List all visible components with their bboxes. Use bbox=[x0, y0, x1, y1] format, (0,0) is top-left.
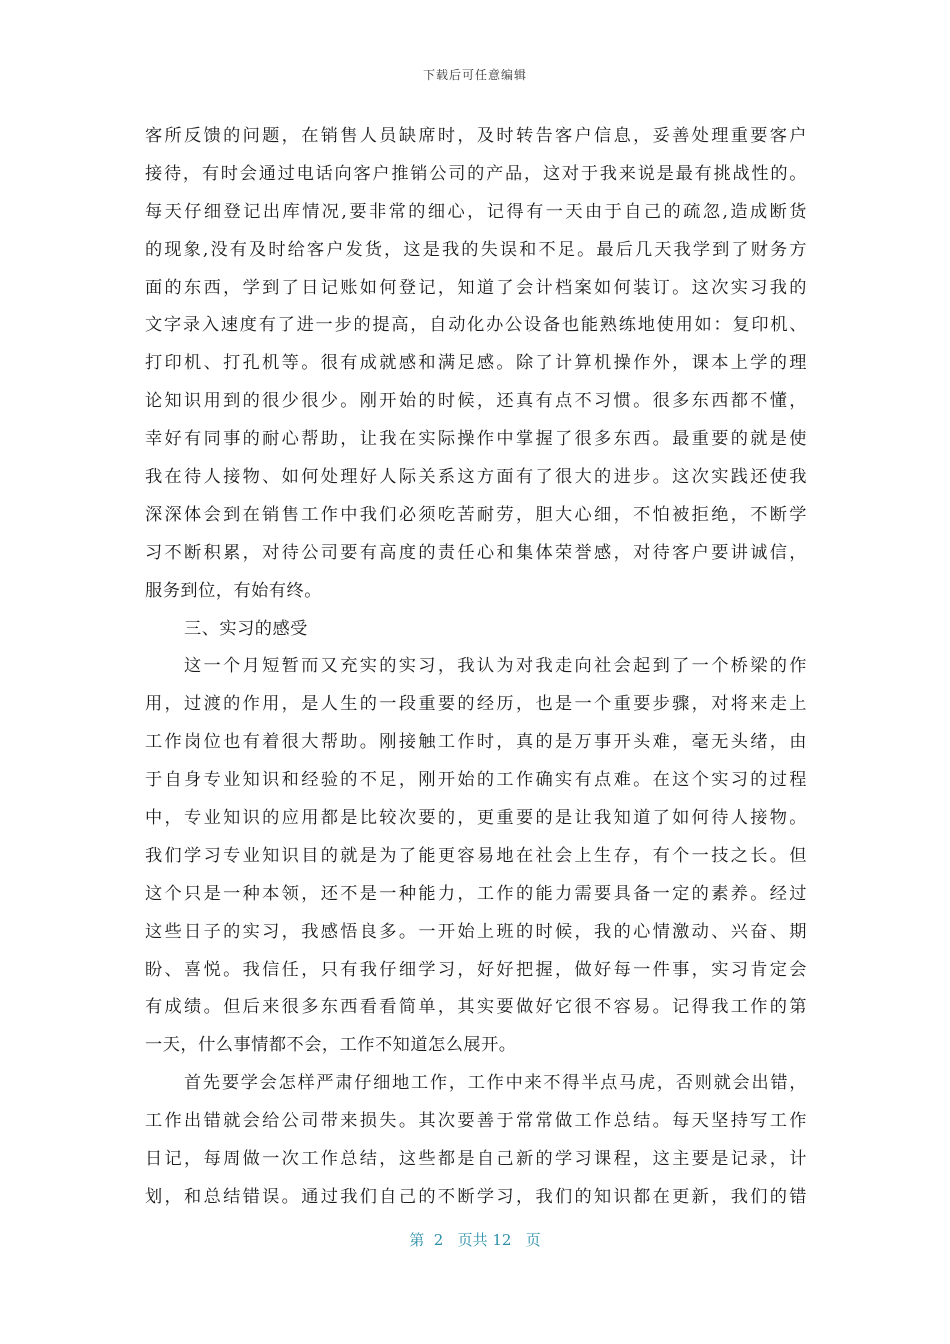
text-line: 中，专业知识的应用都是比较次要的，更重要的是让我知道了如何待人接物。 bbox=[145, 808, 807, 829]
text-line: 三、实习的感受 bbox=[184, 618, 308, 639]
text-line: 首先要学会怎样严肃仔细地工作，工作中来不得半点马虎，否则就会出错， bbox=[184, 1073, 807, 1094]
text-line: 用，过渡的作用，是人生的一段重要的经历，也是一个重要步骤，对将来走上 bbox=[145, 694, 807, 715]
text-line: 有成绩。但后来很多东西看看简单，其实要做好它很不容易。记得我工作的第 bbox=[145, 997, 807, 1018]
page-header: 下载后可任意编辑 bbox=[422, 68, 527, 82]
text-line: 一天，什么事情都不会，工作不知道怎么展开。 bbox=[145, 1035, 517, 1056]
document-body bbox=[145, 118, 807, 1217]
page-number-footer: 第 2 页共 12 页 bbox=[409, 1231, 541, 1249]
text-line: 日记，每周做一次工作总结，这些都是自己新的学习课程，这主要是记录，计 bbox=[145, 1149, 807, 1170]
text-line: 习不断积累，对待公司要有高度的责任心和集体荣誉感，对待客户要讲诚信， bbox=[145, 542, 807, 563]
text-line: 幸好有同事的耐心帮助，让我在实际操作中掌握了很多东西。最重要的就是使 bbox=[145, 429, 807, 450]
text-line: 这一个月短暂而又充实的实习，我认为对我走向社会起到了一个桥梁的作 bbox=[184, 656, 807, 677]
text-line: 这个只是一种本领，还不是一种能力，工作的能力需要具备一定的素养。经过 bbox=[145, 883, 807, 904]
text-line: 服务到位，有始有终。 bbox=[145, 580, 322, 601]
text-line: 接待，有时会通过电话向客户推销公司的产品，这对于我来说是最有挑战性的。 bbox=[145, 163, 807, 184]
text-line: 每天仔细登记出库情况,要非常的细心，记得有一天由于自己的疏忽,造成断货 bbox=[145, 201, 807, 222]
text-line: 于自身专业知识和经验的不足，刚开始的工作确实有点难。在这个实习的过程 bbox=[145, 770, 807, 791]
text-line: 文字录入速度有了进一步的提高，自动化办公设备也能熟练地使用如：复印机、 bbox=[145, 315, 807, 336]
text-line: 我在待人接物、如何处理好人际关系这方面有了很大的进步。这次实践还使我 bbox=[145, 467, 807, 488]
text-line: 客所反馈的问题，在销售人员缺席时，及时转告客户信息，妥善处理重要客户 bbox=[145, 126, 807, 146]
text-line: 盼、喜悦。我信任，只有我仔细学习，好好把握，做好每一件事，实习肯定会 bbox=[145, 959, 807, 980]
text-line: 这些日子的实习，我感悟良多。一开始上班的时候，我的心情激动、兴奋、期 bbox=[145, 921, 807, 942]
text-line: 工作岗位也有着很大帮助。刚接触工作时，真的是万事开头难，毫无头绪，由 bbox=[145, 732, 807, 753]
text-line: 打印机、打孔机等。很有成就感和满足感。除了计算机操作外，课本上学的理 bbox=[145, 353, 807, 374]
text-line: 论知识用到的很少很少。刚开始的时候，还真有点不习惯。很多东西都不懂， bbox=[145, 391, 807, 412]
text-line: 面的东西，学到了日记账如何登记，知道了会计档案如何装订。这次实习我的 bbox=[145, 277, 807, 298]
text-line: 工作出错就会给公司带来损失。其次要善于常常做工作总结。每天坚持写工作 bbox=[145, 1111, 807, 1132]
text-line: 的现象,没有及时给客户发货，这是我的失误和不足。最后几天我学到了财务方 bbox=[145, 239, 807, 260]
text-line: 划，和总结错误。通过我们自己的不断学习，我们的知识都在更新，我们的错 bbox=[145, 1186, 807, 1207]
text-line: 深深体会到在销售工作中我们必须吃苦耐劳，胆大心细，不怕被拒绝，不断学 bbox=[145, 504, 807, 525]
text-line: 我们学习专业知识目的就是为了能更容易地在社会上生存，有个一技之长。但 bbox=[145, 845, 807, 866]
